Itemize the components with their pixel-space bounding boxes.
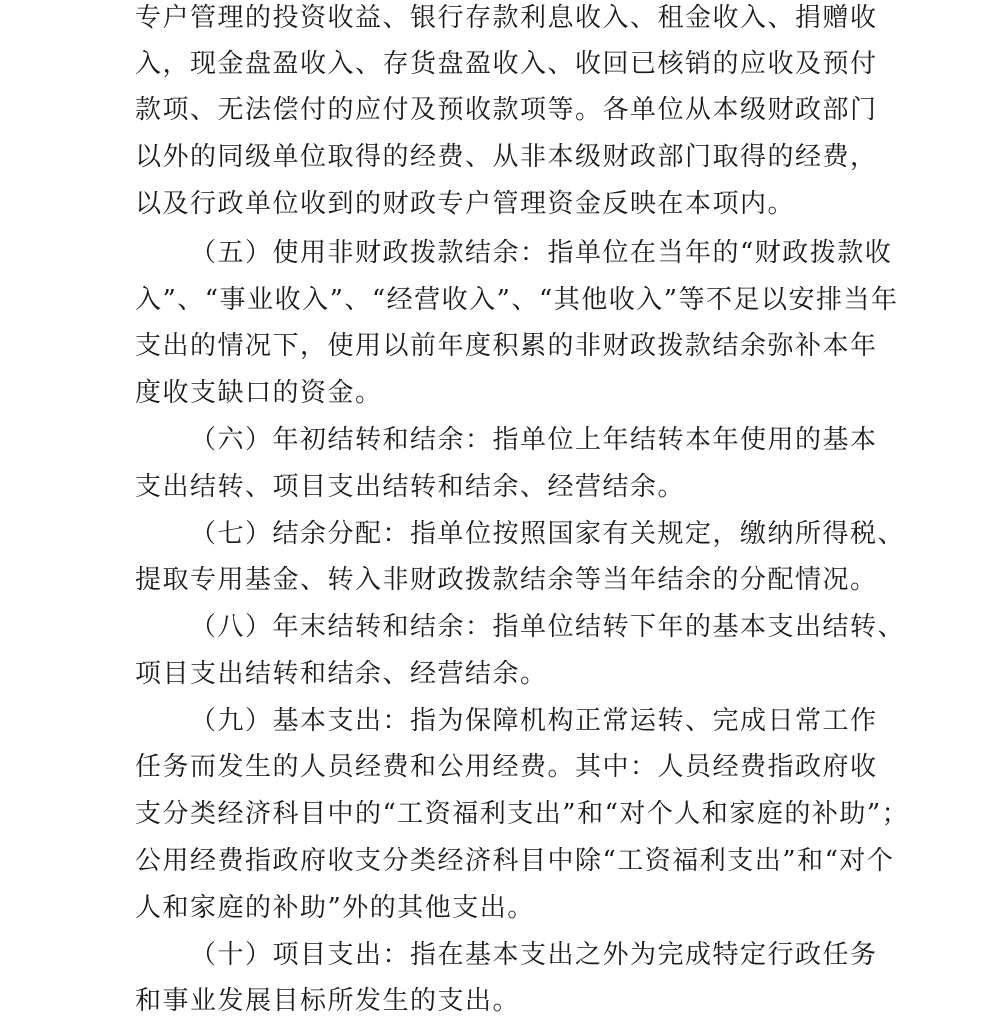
text-line: 支出结转、项目支出结转和结余、经营结余。 [135,472,686,502]
text-line: 公用经费指政府收支分类经济科目中除“工资福利支出”和“对个 [135,846,895,876]
paragraph-9-heading: （九）基本支出：指为保障机构正常运转、完成日常工作 [190,706,878,736]
paragraph-10-heading: （十）项目支出：指在基本支出之外为完成特定行政任务 [190,940,878,970]
text-line: 入”、“事业收入”、“经营收入”、“其他收入”等不足以安排当年 [135,285,899,315]
text-line: 任务而发生的人员经费和公用经费。其中：人员经费指政府收 [135,752,878,782]
text-line: 人和家庭的补助”外的其他支出。 [135,893,535,923]
paragraph-7-heading: （七）结余分配：指单位按照国家有关规定，缴纳所得税、 [190,519,906,549]
text-line: 入，现金盘盈收入、存货盘盈收入、收回已核销的应收及预付 [135,49,878,79]
text-line: 度收支缺口的资金。 [135,378,383,408]
text-line: 以及行政单位收到的财政专户管理资金反映在本项内。 [135,189,796,219]
text-line: 专户管理的投资收益、银行存款利息收入、租金收入、捐赠收 [135,3,878,33]
text-line: 以外的同级单位取得的经费、从非本级财政部门取得的经费， [135,142,878,172]
text-line: 支分类经济科目中的“工资福利支出”和“对个人和家庭的补助”； [135,799,910,829]
text-line: 和事业发展目标所发生的支出。 [135,986,521,1016]
text-line: 提取专用基金、转入非财政拨款结余等当年结余的分配情况。 [135,565,878,595]
paragraph-8-heading: （八）年末结转和结余：指单位结转下年的基本支出结转、 [190,612,906,642]
text-line: 款项、无法偿付的应付及预收款项等。各单位从本级财政部门 [135,95,878,125]
text-line: 项目支出结转和结余、经营结余。 [135,659,548,689]
paragraph-5-heading: （五）使用非财政拨款结余：指单位在当年的“财政拨款收 [190,238,893,268]
text-line: 支出的情况下，使用以前年度积累的非财政拨款结余弥补本年 [135,331,878,361]
paragraph-6-heading: （六）年初结转和结余：指单位上年结转本年使用的基本 [190,425,878,455]
